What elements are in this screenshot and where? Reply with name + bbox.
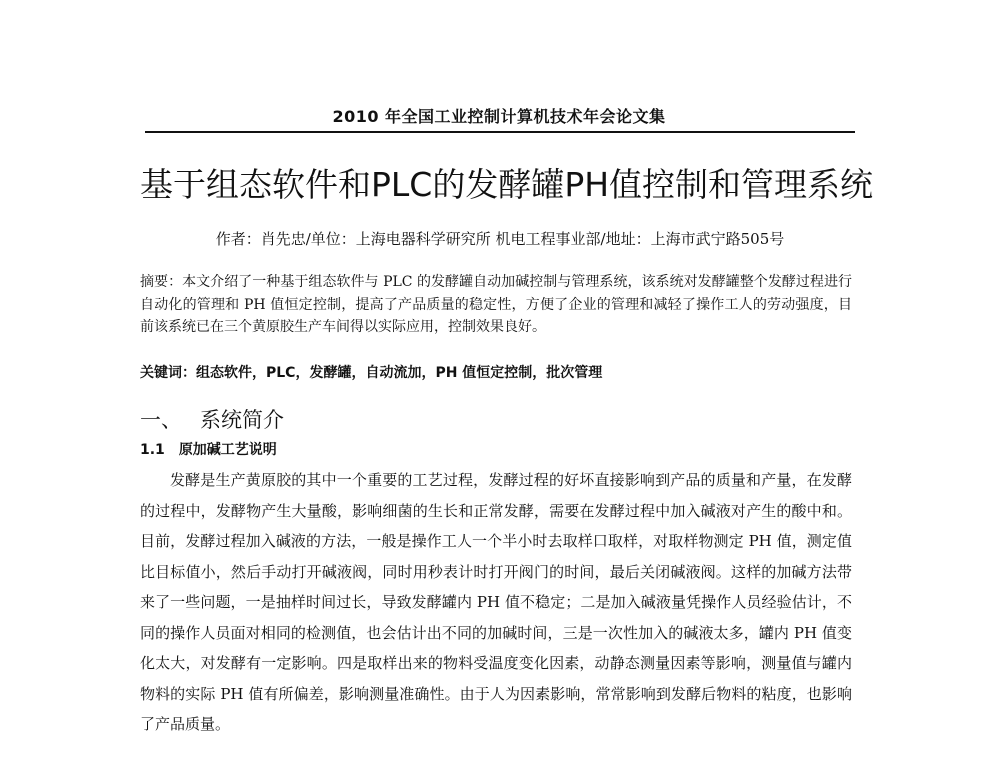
section-heading: [140, 406, 284, 434]
running-head: 2010 年全国工业控制计算机技术年会论文集: [332, 107, 666, 126]
section-number: 一、: [140, 408, 182, 432]
header-rule: [145, 131, 855, 133]
subsection-heading: [140, 440, 277, 460]
keywords: 关键词：组态软件，PLC，发酵罐，自动流加，PH 值恒定控制，批次管理: [140, 365, 603, 381]
paper-title: 基于组态软件和PLC的发酵罐PH值控制和管理系统: [140, 165, 874, 204]
subsection-title: 原加碱工艺说明: [178, 442, 277, 458]
abstract: 摘要：本文介绍了一种基于组态软件与 PLC 的发酵罐自动加碱控制与管理系统，该系统对发酵罐整个发酵过程进行自动化的管理和 PH 值恒定控制，提高了产品质量的稳定性，方便了企业的管理和减轻了操作工人的劳动强度，目前该系统已在三个黄原胶生产车间得以实际应用，控制效果良好。: [140, 274, 852, 336]
body-paragraph: 发酵是生产黄原胶的其中一个重要的工艺过程，发酵过程的好坏直接影响到产品的质量和产量，在发酵的过程中，发酵物产生大量酸，影响细菌的生长和正常发酵，需要在发酵过程中加入碱液对产生的酸中和。目前，发酵过程加入碱液的方法，一般是操作工人一个半小时去取样口取样，对取样物测定 PH 值，测定值比目标值小，然后手动打开碱液阀，同时用秒表计时打开阀门的时间，最后关闭碱液阀。这样的加碱方法带来了一些问题，一是抽样时间过长，导致发酵罐内 PH 值不稳定；二是加入碱液量凭操作人员经验估计，不同的操作人员面对相同的检测值，也会估计出不同的加碱时间，三是一次性加入的碱液太多，罐内 PH 值变化太大，对发酵有一定影响。四是取样出来的物料受温度变化因素，动静态测量因素等影响，测量值与罐内物料的实际 PH 值有所偏差，影响测量准确性。由于人为因素影响，常常影响到发酵后物料的粘度，也影响了产品质量。: [140, 471, 852, 733]
author-byline: 作者：肖先忠/单位：上海电器科学研究所 机电工程事业部/地址：上海市武宁路505号: [215, 230, 785, 248]
subsection-number: 1.1: [140, 442, 165, 458]
section-title: 系统简介: [200, 408, 284, 432]
